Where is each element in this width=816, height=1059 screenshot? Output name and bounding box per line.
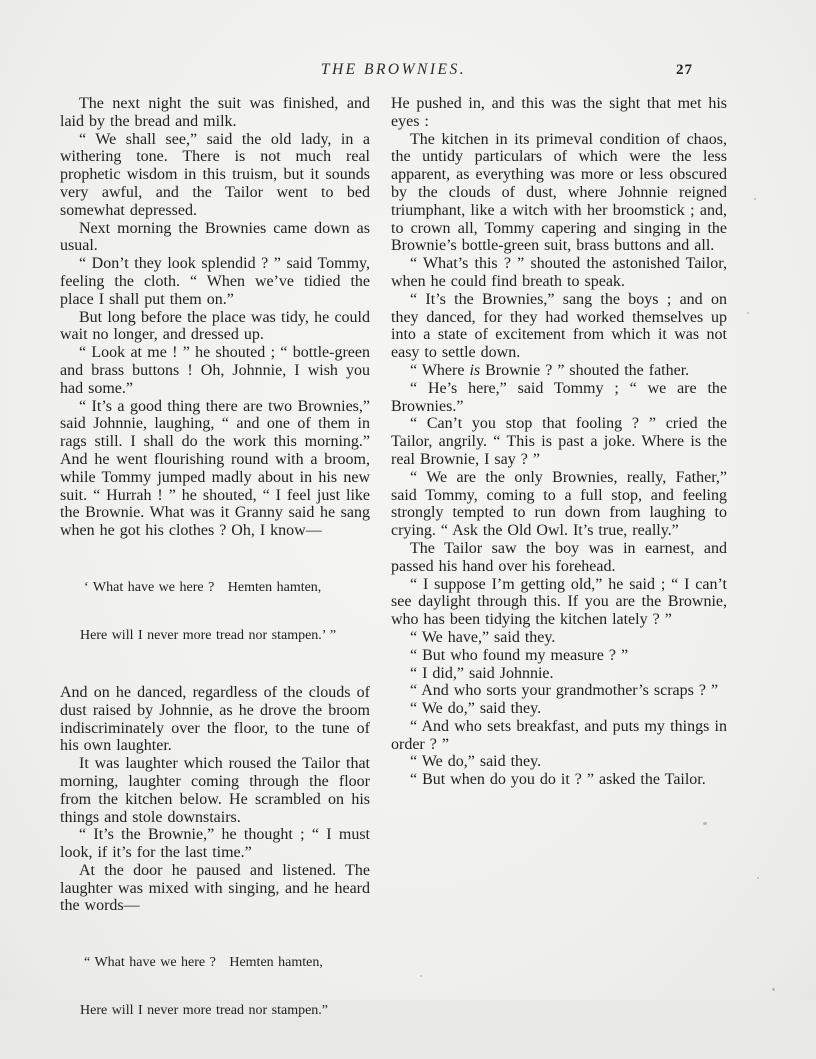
paragraph: “ I did,” said Johnnie. bbox=[410, 664, 554, 682]
paragraph-text: Brownie ? ” shouted the father. bbox=[480, 361, 690, 379]
paragraph: Next morning the Brownies came down as usual. bbox=[60, 219, 370, 255]
right-column bbox=[391, 95, 727, 789]
page-number: 27 bbox=[676, 62, 693, 78]
paragraph: “ We are the only Brownies, really, Father,” said Tommy, coming to a full stop, and feeling strongly tempted to run down from laughing to crying. “ Ask the Old Owl. It’s true, really.” bbox=[391, 468, 727, 540]
scan-speck bbox=[747, 312, 749, 314]
verse-quotation bbox=[80, 548, 370, 676]
paragraph: “ What’s this ? ” shouted the astonished Tailor, when he could find breath to speak. bbox=[391, 255, 727, 290]
paragraph: “ We have,” said they. bbox=[410, 628, 556, 646]
paragraph: “ I suppose I’m getting old,” he said ; “ I can’t see daylight through this. If you are the Brownie, who has been tidying the kitchen lately ? ” bbox=[391, 575, 727, 629]
paragraph: “ It’s a good thing there are two Brownies,” said Johnnie, laughing, “ and one of them in rags still. I shall do the work this morning.” And he went flourishing round with a broom, while Tommy jumped madly about in his new suit. “ Hurrah ! ” he shouted, “ I feel just like the Brownie. What was it Granny said he sang when he got his clothes ? Oh, I know— bbox=[60, 397, 370, 540]
paragraph: “ We do,” said they. bbox=[410, 753, 542, 771]
verse-line: “ What have we here ? Hemten hamten, bbox=[84, 955, 323, 971]
scan-speck bbox=[772, 988, 775, 991]
paragraph: “ But when do you do it ? ” asked the Tailor. bbox=[410, 771, 706, 789]
paragraph: It was laughter which roused the Tailor that morning, laughter coming through the floor from the kitchen below. He scrambled on his things and stole downstairs. bbox=[60, 755, 370, 826]
running-head-title: THE BROWNIES. bbox=[320, 61, 467, 78]
paragraph: “ Look at me ! ” he shouted ; “ bottle-green and brass buttons ! Oh, Johnnie, I wish you had some.” bbox=[60, 344, 370, 397]
paragraph: “ It’s the Brownie,” he thought ; “ I must look, if it’s for the last time.” bbox=[60, 826, 370, 862]
paragraph: The kitchen in its primeval condition of chaos, the untidy particulars of which were the less apparent, as everything was more or less obscured by the clouds of dust, where Johnnie reigned triumphant, like a witch with her broomstick ; and, to crown all, Tommy capering and singing in the Brownie’s bottle-green suit, brass buttons and all. bbox=[391, 130, 727, 255]
paragraph: “ And who sorts your grandmother’s scraps ? ” bbox=[410, 682, 719, 700]
paragraph: The next night the suit was finished, and laid by the bread and milk. bbox=[60, 95, 370, 130]
paragraph: And on he danced, regardless of the clouds of dust raised by Johnnie, as he drove the broom indiscriminately over the floor, to the tune of his own laughter. bbox=[60, 683, 370, 755]
scan-speck bbox=[757, 877, 759, 879]
paragraph: “ Don’t they look splendid ? ” said Tommy, feeling the cloth. “ When we’ve tidied the place I shall put them on.” bbox=[60, 255, 370, 308]
paragraph: At the door he paused and listened. The laughter was mixed with singing, and he heard the words— bbox=[60, 861, 370, 915]
paragraph-text: “ Where bbox=[410, 361, 470, 379]
paragraph: “ We shall see,” said the old lady, in a withering tone. There is not much real prophetic wisdom in this truism, but it sounds very awful, and the Tailor went to bed somewhat depressed. bbox=[60, 130, 370, 219]
paragraph: “ He’s here,” said Tommy ; “ we are the Brownies.” bbox=[391, 379, 727, 415]
verse-line: Here will I never more tread nor stampen.’ ” bbox=[80, 627, 337, 643]
paragraph: He pushed in, and this was the sight that met his eyes : bbox=[391, 95, 727, 130]
left-column bbox=[60, 95, 370, 1059]
scan-speck bbox=[420, 975, 422, 977]
paragraph-with-italic bbox=[391, 362, 727, 380]
scan-speck bbox=[754, 198, 756, 200]
paragraph: “ And who sets breakfast, and puts my things in order ? ” bbox=[391, 717, 727, 753]
paragraph: “ Can’t you stop that fooling ? ” cried the Tailor, angrily. “ This is past a joke. Where is the real Brownie, I say ? ” bbox=[391, 415, 727, 468]
verse-line: ‘ What have we here ? Hemten hamten, bbox=[84, 579, 322, 595]
paragraph: “ It’s the Brownies,” sang the boys ; and on they danced, for they had worked themselves up into a state of excitement from which it was not easy to settle down. bbox=[391, 290, 727, 362]
paragraph: “ But who found my measure ? ” bbox=[410, 646, 629, 664]
scan-speck bbox=[703, 822, 707, 825]
paragraph: The Tailor saw the boy was in earnest, and passed his hand over his forehead. bbox=[391, 539, 727, 575]
italic-word: is bbox=[469, 361, 481, 379]
paragraph: But long before the place was tidy, he could wait no longer, and dressed up. bbox=[60, 308, 370, 344]
verse-line: Here will I never more tread nor stampen.” bbox=[80, 1003, 329, 1019]
verse-quotation bbox=[80, 923, 370, 1051]
paragraph: “ We do,” said they. bbox=[410, 700, 542, 718]
